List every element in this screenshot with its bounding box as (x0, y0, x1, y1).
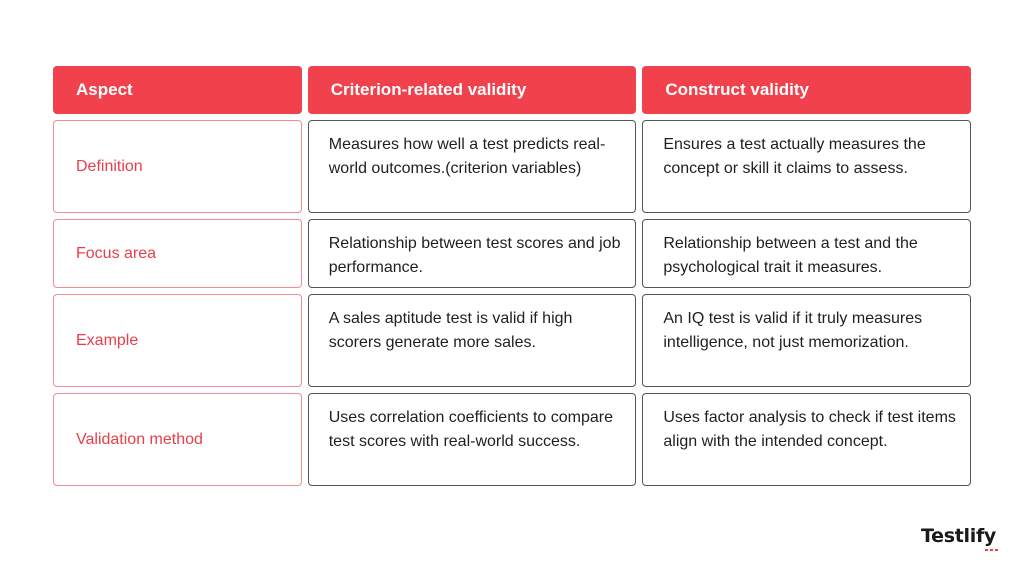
aspect-definition: Definition (53, 120, 302, 213)
criterion-example: A sales aptitude test is valid if high scorers generate more sales. (308, 294, 637, 387)
table-row (53, 120, 971, 213)
comparison-table (53, 66, 971, 492)
construct-focus-area: Relationship between a test and the psychological trait it measures. (642, 219, 971, 288)
brand-logo-dots (985, 549, 1001, 551)
construct-validation-method: Uses factor analysis to check if test items align with the intended concept. (642, 393, 971, 486)
header-aspect: Aspect (53, 66, 302, 114)
header-construct-validity: Construct validity (642, 66, 971, 114)
aspect-example: Example (53, 294, 302, 387)
aspect-validation-method: Validation method (53, 393, 302, 486)
brand-logo: Testlify (921, 525, 996, 547)
header-criterion-validity: Criterion-related validity (308, 66, 637, 114)
table-header-row (53, 66, 971, 114)
table-row (53, 219, 971, 288)
criterion-definition: Measures how well a test predicts real-world outcomes.(criterion variables) (308, 120, 637, 213)
table-row (53, 294, 971, 387)
criterion-focus-area: Relationship between test scores and job performance. (308, 219, 637, 288)
criterion-validation-method: Uses correlation coefficients to compare test scores with real-world success. (308, 393, 637, 486)
table-row (53, 393, 971, 486)
construct-example: An IQ test is valid if it truly measures intelligence, not just memorization. (642, 294, 971, 387)
aspect-focus-area: Focus area (53, 219, 302, 288)
construct-definition: Ensures a test actually measures the concept or skill it claims to assess. (642, 120, 971, 213)
